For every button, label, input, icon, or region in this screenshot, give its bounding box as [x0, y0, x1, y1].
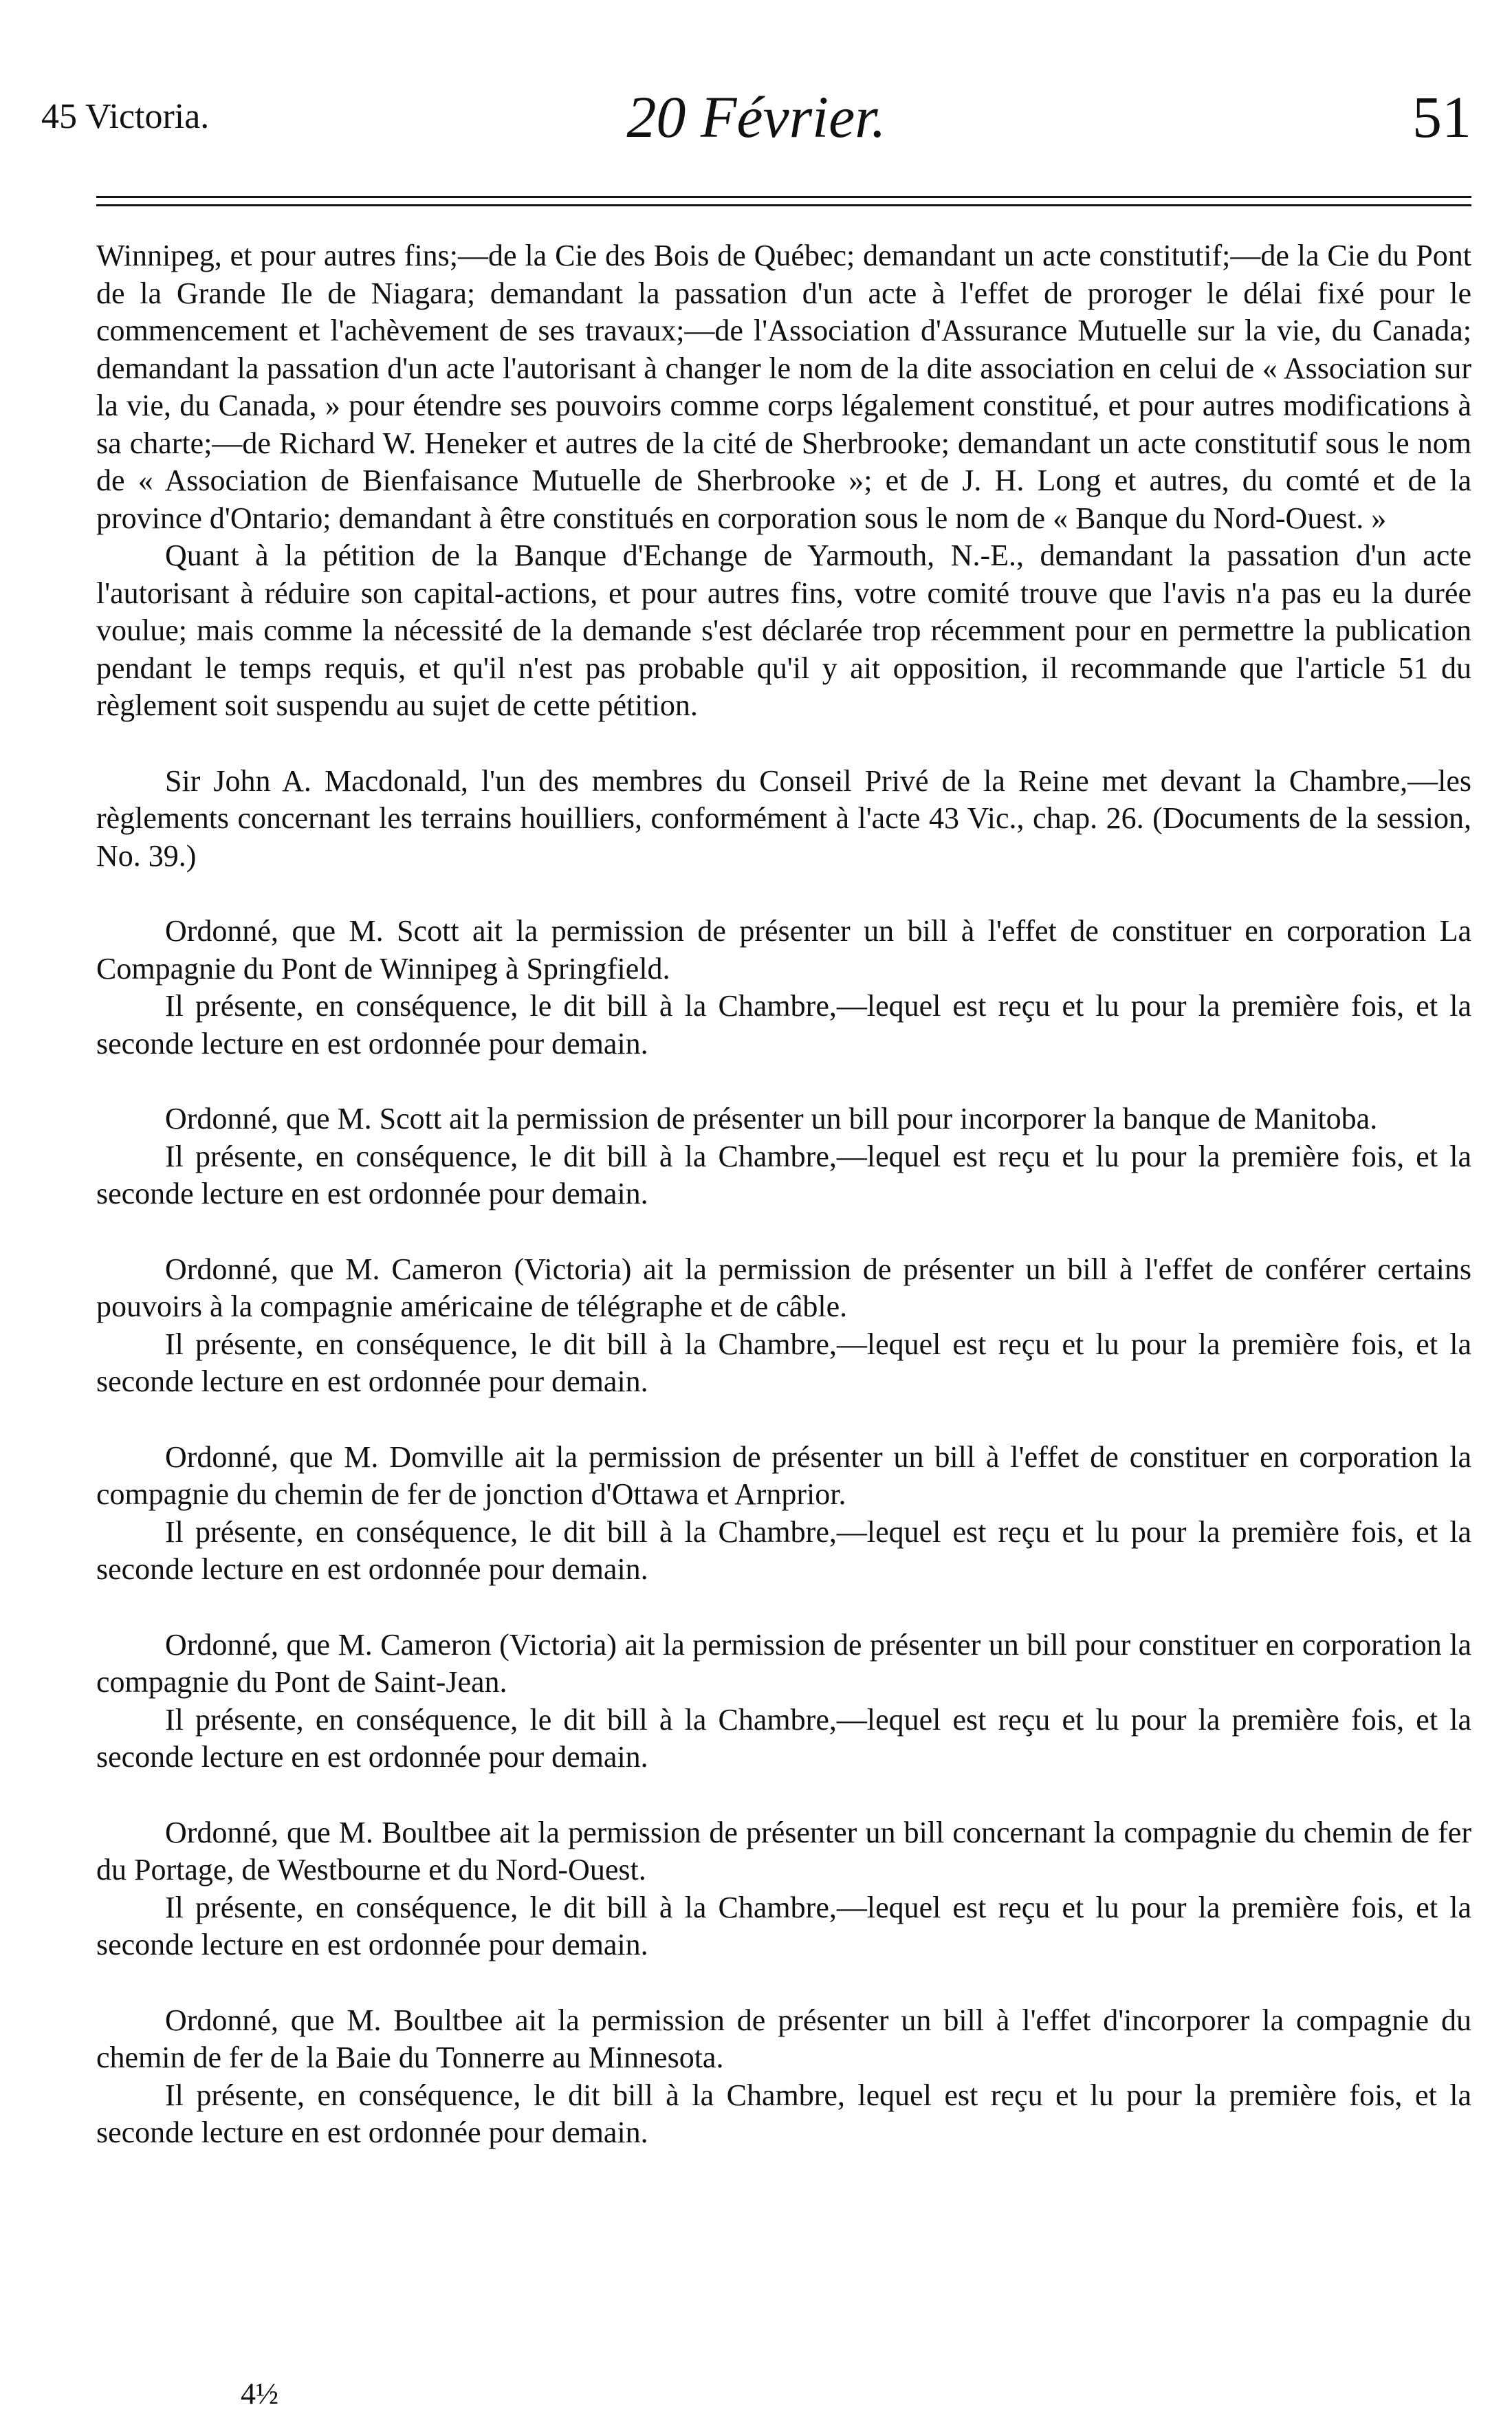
paragraph-spacer	[96, 1964, 1471, 2002]
journal-paragraph: Ordonné, que M. Domville ait la permission de présenter un bill à l'effet de constituer en corporation la compagnie du chemin de fer de jonction d'Ottawa et Arnprior.	[96, 1439, 1471, 1511]
journal-paragraph: Il présente, en conséquence, le dit bill à la Chambre, lequel est reçu et lu pour la première fois, et la seconde lecture en est ordonnée pour demain.	[96, 2078, 1471, 2149]
paragraph-spacer	[96, 875, 1471, 913]
header-rule-top	[96, 196, 1471, 198]
signature-mark: 4½	[241, 2377, 278, 2411]
paragraph-spacer	[96, 1776, 1471, 1814]
paragraph-spacer	[96, 725, 1471, 763]
journal-paragraph: Il présente, en conséquence, le dit bill à la Chambre,—lequel est reçu et lu pour la première fois, et la seconde lecture en est ordonnée pour demain.	[96, 1139, 1471, 1210]
journal-paragraph: Sir John A. Macdonald, l'un des membres du Conseil Privé de la Reine met devant la Chambre,—les règlements concernant les terrains houilliers, conformément à l'acte 43 Vic., chap. 26. (Documents de la session, No. 39.)	[96, 763, 1471, 873]
journal-paragraph: Ordonné, que M. Boultbee ait la permission de présenter un bill à l'effet d'incorporer la compagnie du chemin de fer de la Baie du Tonnerre au Minnesota.	[96, 2003, 1471, 2074]
journal-paragraph: Il présente, en conséquence, le dit bill à la Chambre,—lequel est reçu et lu pour la première fois, et la seconde lecture en est ordonnée pour demain.	[96, 1890, 1471, 1961]
paragraph-spacer	[96, 1063, 1471, 1100]
journal-paragraph: Ordonné, que M. Cameron (Victoria) ait la permission de présenter un bill pour constituer en corporation la compagnie du Pont de Saint-Jean.	[96, 1627, 1471, 1699]
journal-paragraph: Il présente, en conséquence, le dit bill à la Chambre,—lequel est reçu et lu pour la première fois, et la seconde lecture en est ordonnée pour demain.	[96, 989, 1471, 1061]
paragraph-spacer	[96, 1401, 1471, 1439]
journal-paragraph: Il présente, en conséquence, le dit bill à la Chambre,—lequel est reçu et lu pour la première fois, et la seconde lecture en est ordonnée pour demain.	[96, 1327, 1471, 1398]
journal-paragraph: Il présente, en conséquence, le dit bill à la Chambre,—lequel est reçu et lu pour la première fois, et la seconde lecture en est ordonnée pour demain.	[96, 1514, 1471, 1586]
header-date: 20 Février.	[626, 84, 886, 150]
journal-paragraph: Ordonné, que M. Cameron (Victoria) ait la permission de présenter un bill à l'effet de conférer certains pouvoirs à la compagnie américaine de télégraphe et de câble.	[96, 1252, 1471, 1323]
journal-paragraph: Ordonné, que M. Boultbee ait la permission de présenter un bill concernant la compagnie du chemin de fer du Portage, de Westbourne et du Nord-Ouest.	[96, 1815, 1471, 1886]
journal-paragraph: Il présente, en conséquence, le dit bill à la Chambre,—lequel est reçu et lu pour la première fois, et la seconde lecture en est ordonnée pour demain.	[96, 1702, 1471, 1774]
journal-paragraph: Winnipeg, et pour autres fins;—de la Cie des Bois de Québec; demandant un acte constitutif;—de la Cie du Pont de la Grande Ile de Niagara; demandant la passation d'un acte à l'effet de proroger le délai fixé pour le commencement et l'achèvement de ses travaux;—de l'Association d'Assurance Mutuelle sur la vie, du Canada; demandant la passation d'un acte l'autorisant à changer le nom de la dite association en celui de « Association sur la vie, du Canada, » pour étendre ses pouvoirs comme corps légalement constitué, et pour autres modifications à sa charte;—de Richard W. Heneker et autres de la cité de Sherbrooke; demandant un acte constitutif sous le nom de « Association de Bienfaisance Mutuelle de Sherbrooke »; et de J. H. Long et autres, du comté et de la province d'Ontario; demandant à être constitués en corporation sous le nom de « Banque du Nord-Ouest. »	[96, 239, 1471, 535]
paragraph-spacer	[96, 1589, 1471, 1627]
running-header	[41, 83, 1471, 172]
journal-paragraph: Quant à la pétition de la Banque d'Echange de Yarmouth, N.-E., demandant la passation d'un acte l'autorisant à réduire son capital-actions, et pour autres fins, votre comité trouve que l'avis n'a pas eu la durée voulue; mais comme la nécessité de la demande s'est déclarée trop récemment pour en permettre la publication pendant le temps requis, et qu'il n'est pas probable qu'il y ait opposition, il recommande que l'article 51 du règlement soit suspendu au sujet de cette pétition.	[96, 539, 1471, 722]
header-page-number: 51	[1412, 84, 1471, 150]
journal-paragraph: Ordonné, que M. Scott ait la permission de présenter un bill pour incorporer la banque de Manitoba.	[165, 1102, 1378, 1135]
header-session: 45 Victoria.	[41, 97, 210, 136]
header-rule-bottom	[96, 204, 1471, 206]
paragraph-spacer	[96, 1213, 1471, 1251]
document-page	[41, 0, 1471, 2425]
journal-body	[96, 237, 1471, 2152]
journal-paragraph: Ordonné, que M. Scott ait la permission de présenter un bill à l'effet de constituer en corporation La Compagnie du Pont de Winnipeg à Springfield.	[96, 914, 1471, 986]
